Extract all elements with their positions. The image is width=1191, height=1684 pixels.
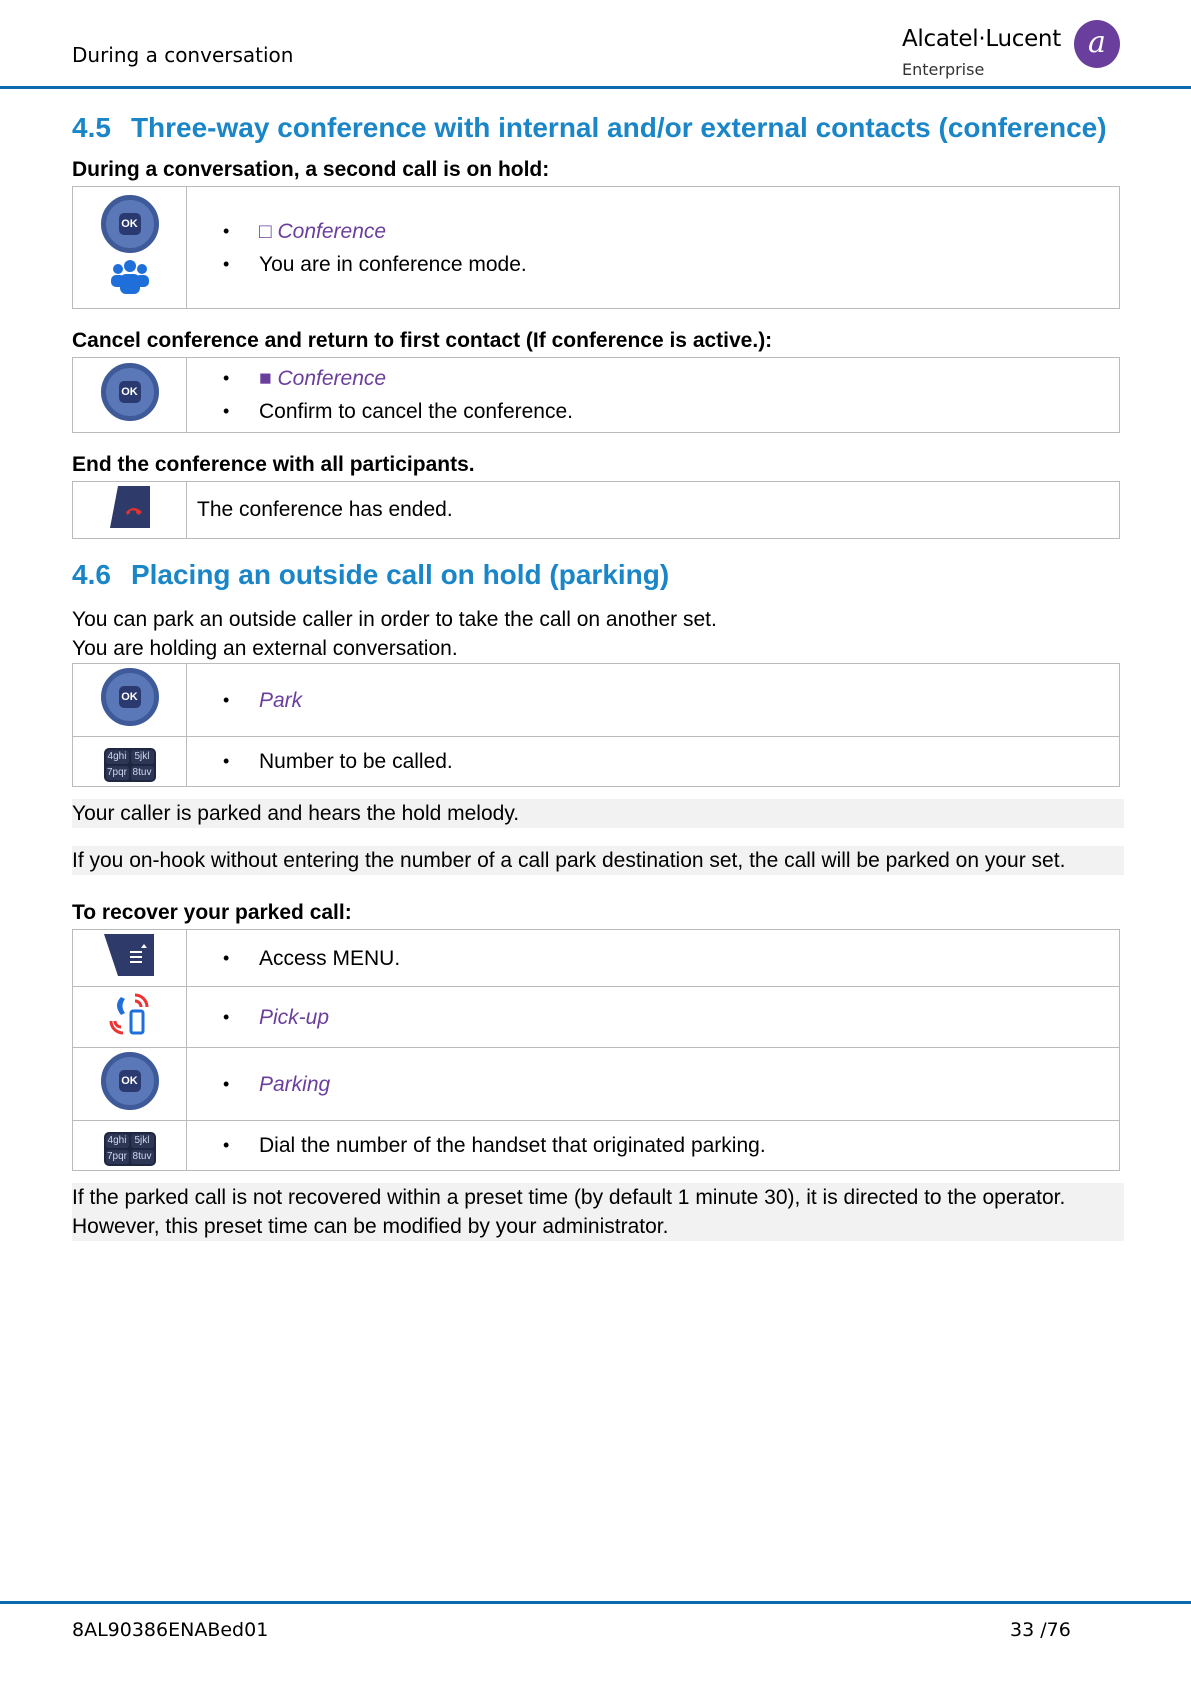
step-label: During a conversation, a second call is on hold: [72, 158, 550, 181]
ok-navigation-key-icon: OK [101, 1052, 159, 1110]
logo-sub: Enterprise [902, 60, 985, 79]
step-text: Confirm to cancel the conference. [259, 400, 573, 423]
footer-rule [0, 1601, 1191, 1604]
running-header: During a conversation [72, 43, 294, 67]
paragraph: You can park an outside caller in order to take the call on another set. [72, 608, 717, 631]
step-label: End the conference with all participants. [72, 453, 475, 476]
keypad-icon: 4ghi 5jkl 7pqr 8tuv [104, 1132, 156, 1166]
page-content [72, 112, 1122, 1259]
company-logo [902, 20, 1122, 82]
steps-table-recover: • Access MENU. • Pick-up OK • Parking 4ghi 5jkl 7pqr 8tuv • Dial the number of the handset that originated parking. [72, 929, 1120, 1171]
step-text: Number to be called. [259, 750, 453, 773]
ok-navigation-key-icon: OK [101, 363, 159, 421]
keypad-icon: 4ghi 5jkl 7pqr 8tuv [104, 748, 156, 782]
paragraph: You are holding an external conversation. [72, 637, 458, 660]
ok-navigation-key-icon: OK [101, 668, 159, 726]
page-number: 33 /76 [1010, 1619, 1071, 1641]
steps-table-conference: OK • □ Conference • You are in conference mode. [72, 186, 1120, 309]
menu-option-conference[interactable]: □ Conference [259, 219, 387, 243]
steps-table-cancel-conference: OK • ■ Conference • Confirm to cancel the conference. [72, 357, 1120, 433]
menu-option-conference-active[interactable]: ■ Conference [259, 367, 387, 390]
step-text: You are in conference mode. [259, 252, 527, 276]
step-label: To recover your parked call: [72, 901, 352, 924]
logo-mark-icon: a [1074, 20, 1120, 68]
hang-up-key-icon [110, 486, 150, 528]
note-line: However, this preset time can be modified by your administrator. [72, 1215, 669, 1238]
menu-key-icon [104, 934, 156, 976]
note [72, 1183, 1124, 1241]
menu-option-parking[interactable]: Parking [259, 1072, 331, 1096]
conference-people-icon [110, 259, 150, 295]
step-text: Dial the number of the handset that originated parking. [259, 1134, 766, 1157]
note-line: If the parked call is not recovered within a preset time (by default 1 minute 30), it is directed to the operator. [72, 1186, 1066, 1209]
menu-option-pick-up[interactable]: Pick-up [259, 1005, 330, 1029]
steps-table-park: OK • Park 4ghi 5jkl 7pqr 8tuv • Number to be called. [72, 663, 1120, 787]
section-heading-4-5: 4.5 Three-way conference with internal and/or external contacts (conference) [72, 112, 1107, 143]
section-heading-4-6: 4.6 Placing an outside call on hold (parking) [72, 559, 670, 590]
note: If you on-hook without entering the number of a call park destination set, the call will be parked on your set. [72, 846, 1124, 875]
step-label: Cancel conference and return to first contact (If conference is active.): [72, 329, 773, 352]
menu-option-park[interactable]: Park [259, 688, 303, 712]
logo-name: Alcatel·Lucent [902, 26, 1061, 52]
note: Your caller is parked and hears the hold melody. [72, 799, 1124, 828]
step-text: The conference has ended. [187, 482, 1120, 539]
header-rule [0, 86, 1191, 89]
steps-table-end-conference [72, 481, 1120, 539]
document-reference: 8AL90386ENABed01 [72, 1619, 269, 1641]
step-text: Access MENU. [259, 946, 401, 970]
pick-up-call-icon [107, 991, 153, 1037]
ok-navigation-key-icon: OK [101, 195, 159, 253]
